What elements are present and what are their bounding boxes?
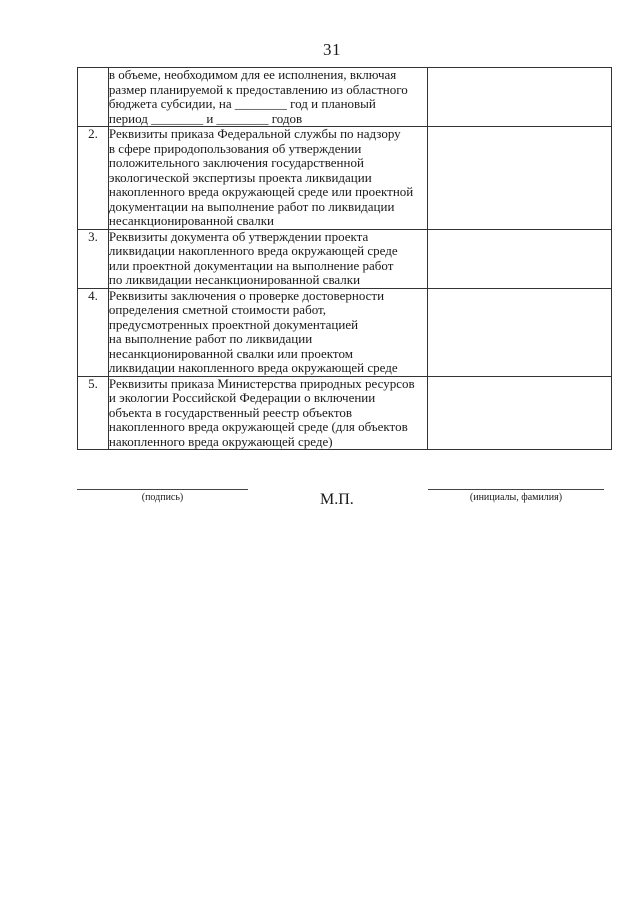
requisites-table [77, 67, 612, 450]
description-line: несанкционированной свалки или проектом [108, 345, 353, 361]
row-value [427, 376, 611, 450]
description-line: Реквизиты приказа Министерства природных ресурсов [108, 375, 415, 391]
table-body [78, 68, 612, 450]
row-value [427, 288, 611, 376]
row-description [108, 376, 427, 450]
description-line: ликвидации накопленного вреда окружающей среде [108, 360, 398, 375]
description-line: Реквизиты документа об утверждении проекта [108, 228, 369, 244]
table-row [78, 288, 612, 376]
description-line: предусмотренных проектной документацией [108, 316, 359, 332]
name-caption: (инициалы, фамилия) [469, 492, 563, 503]
description-line: экологической экспертизы проекта ликвидации [108, 169, 372, 185]
row-value [427, 68, 611, 127]
row-number: 3. [78, 229, 109, 288]
description-line: в сфере природопользования об утверждении [108, 140, 362, 156]
table-row [78, 229, 612, 288]
description-line: накопленного вреда окружающей среде или проектной [108, 184, 414, 199]
description-line: несанкционированной свалки [108, 213, 274, 228]
table-row [78, 68, 612, 127]
description-line: документации на выполнение работ по ликвидации [108, 198, 395, 214]
row-number: 2. [78, 127, 109, 230]
description-line: на выполнение работ по ликвидации [108, 331, 313, 346]
row-description [108, 127, 427, 230]
signature-caption: (подпись) [141, 492, 184, 503]
row-description [108, 288, 427, 376]
description-line: объекта в государственный реестр объектов [108, 404, 353, 420]
row-value [427, 229, 611, 288]
page-number: 31 [323, 40, 341, 59]
description-line: накопленного вреда окружающей среде) [108, 433, 333, 449]
row-number: 5. [78, 376, 109, 450]
signature-line [77, 489, 248, 490]
description-line: по ликвидации несанкционированной свалки [108, 272, 361, 287]
description-line: ликвидации накопленного вреда окружающей среде [108, 243, 398, 258]
description-line: бюджета субсидии, на ________ год и плановый [108, 96, 376, 111]
description-line: положительного заключения государственной [108, 155, 364, 170]
description-line: период ________ и ________ годов [108, 110, 303, 126]
description-line: размер планируемой к предоставлению из областного [108, 81, 408, 97]
description-line: Реквизиты приказа Федеральной службы по надзору [108, 126, 401, 141]
description-line: и экологии Российской Федерации о включении [108, 390, 376, 405]
description-line: накопленного вреда окружающей среде (для объектов [108, 419, 408, 434]
table-row [78, 376, 612, 450]
description-line: Реквизиты заключения о проверке достоверности [108, 287, 385, 303]
name-line [428, 489, 604, 490]
row-description [108, 229, 427, 288]
description-line: определения сметной стоимости работ, [108, 302, 326, 317]
table-row [78, 127, 612, 230]
description-line: или проектной документации на выполнение работ [108, 257, 394, 273]
row-number: 4. [78, 288, 109, 376]
stamp-place-label: М.П. [320, 491, 354, 508]
row-value [427, 127, 611, 230]
row-description [108, 68, 427, 127]
row-number [78, 68, 109, 127]
description-line: в объеме, необходимом для ее исполнения, включая [108, 67, 397, 82]
